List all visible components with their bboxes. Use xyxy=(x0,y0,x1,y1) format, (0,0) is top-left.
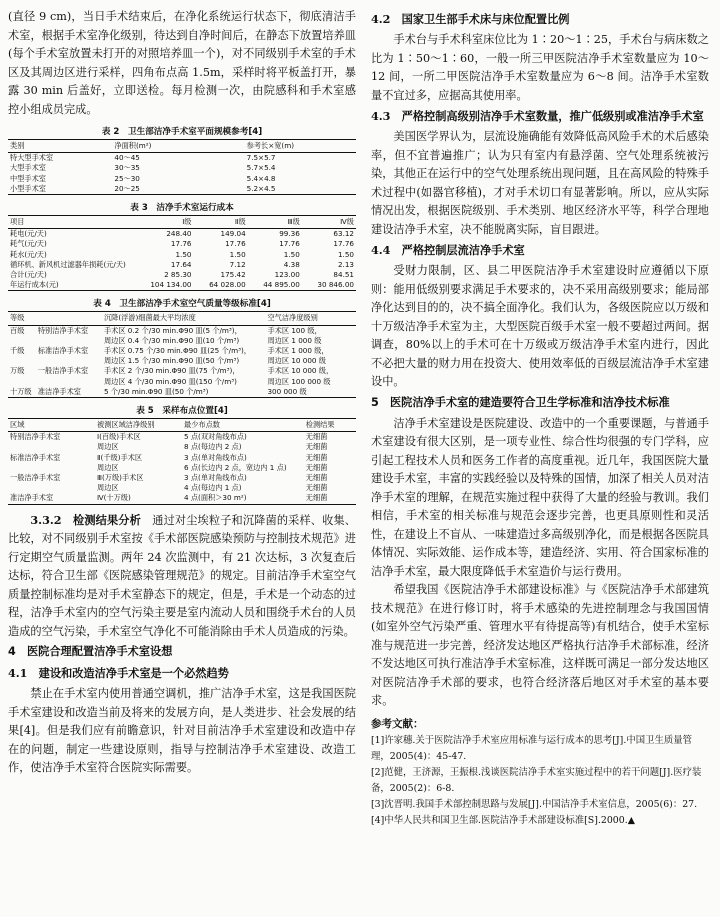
table5-header: 检测结果 xyxy=(305,420,335,430)
table-row xyxy=(8,184,356,195)
table-cell: 手术区 0.75 个/30 min.Φ90 皿(25 个/m³)， 周边区 1.5 个/30 min.Φ90 皿(50 个/m³) xyxy=(103,346,251,366)
reference-text: [4]中华人民共和国卫生部.医院洁净手术部建设标准[S].2000. xyxy=(371,814,628,826)
references-list xyxy=(371,733,709,829)
table-cell: 7.5×5.7 xyxy=(246,153,276,163)
table-cell: 8 点(每边内 2 点) xyxy=(184,442,242,452)
table-cell: Ⅳ(十万级) xyxy=(97,493,131,503)
table-cell: 耗电(元/天) xyxy=(10,229,47,239)
reference-item xyxy=(371,813,709,829)
table-cell: 5.2×4.5 xyxy=(246,183,276,193)
table-cell: 千级 xyxy=(10,346,25,356)
table-cell: 123.00 xyxy=(274,270,300,280)
references-title: 参考文献： xyxy=(371,717,424,730)
section-42-heading: 4.2 国家卫生部手术床与床位配置比例 xyxy=(371,12,570,26)
table-row xyxy=(8,483,356,493)
table-cell: 2.13 xyxy=(337,259,354,269)
table-row xyxy=(8,239,356,249)
section-41-paragraph: 禁止在手术室内使用普通空调机，推广洁净手术室，这是我国医院手术室建设和改造当前及将来的发展方向，是人类进步、社会发展的结果[4]。但是我们应有前瞻意识，针对目前洁净手术室建设和改造中存在的问题，制定一些建设原则，指导与控制洁净手术室建设、改造工作，使洁净手术室符合医院实际需要。 xyxy=(8,687,356,775)
table-cell: 无细菌 xyxy=(305,462,328,472)
table-row xyxy=(8,174,356,184)
section-42-paragraph: 手术台与手术科室床位比为 1∶20～1∶25，手术台与病床数之比为 1∶50～1∶60，一般一所三甲医院洁净手术室数量应为 10～12 间，一所二甲医院洁净手术室数量应为 6～8 间。洁净手术室数量不宜过多，应据高其使用率。 xyxy=(371,33,709,102)
table-cell: 手术区 0.2 个/30 min.Φ90 皿(5 个/m³)， 周边区 0.4 个/30 min.Φ90 皿(10 个/m³) xyxy=(103,325,242,345)
section-332-heading: 3.3.2 检测结果分析 xyxy=(30,512,141,527)
table-cell: 84.51 xyxy=(333,270,354,280)
table-cell: 2 85.30 xyxy=(164,270,192,280)
table5-header: 区域 xyxy=(10,420,25,430)
table-cell: 300 000 级 xyxy=(267,386,307,396)
table-cell: 1.50 xyxy=(283,249,300,259)
table-cell: 63.12 xyxy=(333,229,354,239)
table-cell: 1.50 xyxy=(175,249,192,259)
table5-header: 被测区域洁净级别 xyxy=(97,420,155,430)
table-cell: 248.40 xyxy=(166,229,192,239)
table4-header: 等级 xyxy=(10,313,25,323)
table-row xyxy=(8,163,356,173)
table-cell: 30～35 xyxy=(114,163,140,173)
table4-header: 空气洁净度级别 xyxy=(267,313,318,323)
table-cell: 64 028.00 xyxy=(209,280,246,290)
table-cell: 17.76 xyxy=(225,239,246,249)
table-cell: 周边区 xyxy=(97,462,119,472)
table-cell: 40～45 xyxy=(114,153,140,163)
table-cell: 无细菌 xyxy=(305,493,328,503)
table-cell: 大型手术室 xyxy=(10,163,46,173)
table-cell: 特大型手术室 xyxy=(10,153,54,163)
table-cell: 手术区 2 个/30 min.Φ90 皿(75 个/m³)， 周边区 4 个/30 min.Φ90 皿(150 个/m³) xyxy=(103,366,240,386)
table-cell: 特别洁净手术室 xyxy=(37,325,89,335)
section-44-paragraph: 受财力限制，区、县二甲医院洁净手术室建设时应遵循以下原则：能用低级别要求满足手术要求的，决不采用高级别要求；能局部净化达到目的的，决不搞全面净化。我们认为，各级医院应以万级和十万级洁净手术室为主，大型医院百级手术室一般不要超过两间。据调查，80%以上的手术可在十万级或万级洁净手术室内进行，因此不必把大量的财力用在投资大、使用效率低的百级层流洁净手术室建设中。 xyxy=(371,264,709,388)
table-cell: 17.76 xyxy=(279,239,300,249)
table-row xyxy=(8,325,356,346)
table-cell: 一般洁净手术室 xyxy=(37,366,89,376)
end-mark-icon: ▲ xyxy=(627,814,635,826)
section-4-heading: 4 医院合理配置洁净手术室设想 xyxy=(8,645,173,659)
left-column xyxy=(8,8,356,778)
table-cell: 小型手术室 xyxy=(10,183,46,193)
table-cell: 标准洁净手术室 xyxy=(37,346,89,356)
table-cell xyxy=(8,483,95,493)
table-cell: 一般洁净手术室 xyxy=(10,473,61,483)
reference-item: [3]沈晋明.我国手术部控制思路与发展[J].中国洁净手术室信息，2005(6)：27. xyxy=(371,798,698,810)
table-cell: 无细菌 xyxy=(305,452,328,462)
table-cell: 1.50 xyxy=(337,249,354,259)
section-332-text: 通过对尘埃粒子和沉降菌的采样、收集、比较，对不同级别手术室按《手术部医院感染预防与控制技术规范》进行定期空气质量监测。两年 24 次监测中，有 21 次达标，3 次复查后达标，符合卫生部《医院感染管理规范》的规定。目前洁净手术室空气质量控制标准均是对手术室静态下的规定，但是，手术是一个动态的过程，洁净手术室内的空气污染主要是室内流动人员和围绕手术台的人员造成的空气污染，手术室空气净化不可能消除由手术人员造成的污染。 xyxy=(8,513,356,638)
intro-paragraph: (直径 9 cm)，当日手术结束后，在净化系统运行状态下，彻底清洁手术室，根据手术室净化级别，待达到自净时间后，在静态下放置培养皿(每个手术室放置未打开的对照培养皿一个)，对不同级别手术室的手术区及其周边区进行采样，四角布点高 1.5m，采样时将平板盖打开，暴露 30 min 后盖好，立即送检。每月检测一次，由院感科和手术室感控小组成员完成。 xyxy=(8,10,356,116)
table-cell: 4 点(每边内 1 点) xyxy=(184,483,242,493)
table3 xyxy=(8,215,356,291)
table-cell: 149.04 xyxy=(220,229,246,239)
table-row xyxy=(8,387,356,398)
table-cell: 17.64 xyxy=(170,259,192,269)
table-cell: Ⅱ(千级)手术区 xyxy=(97,452,143,462)
section-43-heading: 4.3 严格控制高级别洁净手术室数量，推广低级别或准洁净手术室 xyxy=(371,109,704,123)
table-cell xyxy=(8,463,95,473)
table5-caption: 表 5 采样布点位置[4] xyxy=(136,406,228,417)
section-332-paragraph xyxy=(8,511,356,642)
table-row xyxy=(8,250,356,260)
table-cell: 175.42 xyxy=(220,270,246,280)
table-cell: 年运行成本(元) xyxy=(10,280,59,290)
table-row xyxy=(8,280,356,291)
table-cell: 百级 xyxy=(10,325,25,335)
reference-item: [1]许家穗.关于医院洁净手术室应用标准与运行成本的思考[J].中国卫生质量管理，2005(4)：45-47. xyxy=(371,734,692,762)
table3-header: Ⅰ级 xyxy=(182,217,192,227)
table-cell: 5.4×4.8 xyxy=(246,173,276,183)
table-cell: 手术区 100 级， 周边区 1 000 级 xyxy=(267,325,322,345)
table-cell: 十万级 xyxy=(10,386,32,396)
table-cell: 17.76 xyxy=(170,239,192,249)
table-cell: 3 点(单对角线布点) xyxy=(184,473,247,483)
table-cell: 无细菌 xyxy=(305,473,328,483)
table-cell: 准洁净手术室 xyxy=(37,386,81,396)
table4-caption: 表 4 卫生部洁净手术室空气质量等级标准[4] xyxy=(93,299,271,310)
table5-header: 最少布点数 xyxy=(184,420,220,430)
table-cell: 循环机、新风机过滤器年损耗(元/天) xyxy=(10,259,126,269)
table-cell: 标准洁净手术室 xyxy=(10,452,61,462)
table-cell: 104 134.00 xyxy=(150,280,192,290)
table-cell: 特别洁净手术室 xyxy=(10,432,61,442)
table-row xyxy=(8,473,356,483)
table2-header: 净面积(m²) xyxy=(114,141,152,150)
table-cell: Ⅰ(百级)手术区 xyxy=(97,432,141,442)
table-cell: 44 895.00 xyxy=(263,280,300,290)
section-5-paragraph-1: 洁净手术室建设是医院建设、改造中的一个重要课题，与普通手术室建设有很大区别，是一项专业性、综合性均很强的专门学科，应引起工程技术人员和医务工作者的高度重视。近几年，我国医院大量建设手术室，丰富的实践经验以及特殊的国情，加深了相关人员对洁净手术室的理解，在规范实施过程中获得了大量的经验与教训。我们相信，手术室的相关标准与规范会逐步完善，也更具原则性和灵活性，在建设上不盲从、一味建造过多高级别净化，而是根据各医院具体情况、实际效能、运作成本等，建造经济、实用、符合国家标准的洁净手术室，最大限度降低手术室造价与运行费用。 xyxy=(371,416,709,578)
table-row xyxy=(8,453,356,463)
table3-header: Ⅱ级 xyxy=(234,217,246,227)
table-row xyxy=(8,442,356,452)
section-5-heading: 5 医院洁净手术室的建造要符合卫生学标准和洁净技术标准 xyxy=(371,395,670,409)
table-cell: 7.12 xyxy=(229,259,246,269)
table-row xyxy=(8,432,356,443)
section-5-paragraph-2: 希望我国《医院洁净手术部建设标准》与《医院洁净手术部建筑技术规范》在进行修订时，将手术感染的先进控制理念与我国国情(如室外空气污染严重、管理水平有待提高等)有机结合，使手术室标准与规范进一步完善，经济发达地区严格执行洁净手术部标准，经济不发达地区可执行准洁净手术室标准，这样既可满足一部分发达地区对医院洁净手术部的要求，也符合经济落后地区对手术室的基本要求。 xyxy=(371,583,709,707)
table4 xyxy=(8,311,356,398)
table-cell: 手术区 10 000 级， 周边区 100 000 级 xyxy=(267,366,334,386)
table-cell: 17.76 xyxy=(333,239,354,249)
table-cell: 耗气(元/天) xyxy=(10,239,47,249)
table-cell: Ⅲ(万级)手术区 xyxy=(97,473,144,483)
section-43-paragraph: 美国医学界认为，层流设施确能有效降低高风险手术的术后感染率，但不宜普遍推广；认为只有室内有悬浮菌、空气处理系统被污染，其他正在运行中的空气处理系统出现问题，且在高风险的特殊手术过程中(如器官移植)，才对手术切口有显著影响。所以，应从实际情况出发，根据医院级别、手术类别、地区经济水平等，科学合理地建设洁净手术室，决不能脱离实际，盲目跟进。 xyxy=(371,130,709,236)
table5 xyxy=(8,418,356,505)
table-cell: 无细菌 xyxy=(305,483,328,493)
table3-header: 项目 xyxy=(10,217,25,227)
table-row xyxy=(8,260,356,270)
table-cell: 25～30 xyxy=(114,173,140,183)
table-row xyxy=(8,346,356,366)
table-cell: 耗水(元/天) xyxy=(10,249,47,259)
table-cell: 周边区 xyxy=(97,442,119,452)
reference-item: [2]范健，王济源，王振根.浅谈医院洁净手术室实施过程中的若干问题[J].医疗装备，2005(2)：6-8. xyxy=(371,766,702,794)
table-cell: 5 点(双对角线布点) xyxy=(184,432,247,442)
right-column xyxy=(371,8,709,829)
table2-caption: 表 2 卫生部洁净手术室平面规模参考[4] xyxy=(101,127,263,137)
table-cell: 手术区 1 000 级， 周边区 10 000 级 xyxy=(267,346,329,366)
table-cell: 30 846.00 xyxy=(317,280,354,290)
table-cell: 周边区 xyxy=(97,483,119,493)
table-cell: 准洁净手术室 xyxy=(10,493,54,503)
table4-header: 沉降(浮游)细菌最大平均浓度 xyxy=(103,313,196,323)
table-cell: 20～25 xyxy=(114,183,140,193)
table3-header: Ⅲ级 xyxy=(287,217,300,227)
section-44-heading: 4.4 严格控制层流洁净手术室 xyxy=(371,243,525,257)
table-row xyxy=(8,153,356,164)
table-cell: 合计(元/天) xyxy=(10,270,47,280)
table2-header: 参考长×宽(m) xyxy=(246,141,295,150)
table-cell: 无细菌 xyxy=(305,432,328,442)
table-row xyxy=(8,463,356,473)
table-cell: 4 点(面积＞30 m²) xyxy=(184,493,247,503)
table-row xyxy=(8,270,356,280)
table-cell: 3 点(单对角线布点) xyxy=(184,452,247,462)
table-cell: 5 个/30 min.Φ90 皿(50 个/m³) xyxy=(103,386,209,396)
table3-caption: 表 3 洁净手术室运行成本 xyxy=(130,203,234,214)
table-cell: 1.50 xyxy=(229,249,246,259)
table-cell: 无细菌 xyxy=(305,442,328,452)
table-row xyxy=(8,493,356,504)
table-row xyxy=(8,229,356,240)
table-cell: 5.7×5.4 xyxy=(246,163,276,173)
table2-header: 类别 xyxy=(10,141,25,150)
table-cell: 万级 xyxy=(10,366,25,376)
table2 xyxy=(8,139,356,195)
table-cell: 99.36 xyxy=(279,229,300,239)
table-row xyxy=(8,366,356,386)
section-41-heading: 4.1 建设和改造洁净手术室是一个必然趋势 xyxy=(8,666,229,681)
table4-header xyxy=(36,312,102,325)
table3-header: Ⅳ级 xyxy=(340,217,354,227)
table-cell: 4.38 xyxy=(283,259,300,269)
table-cell: 中型手术室 xyxy=(10,173,46,183)
table-cell: 6 点(长边内 2 点，宽边内 1 点) xyxy=(184,462,287,472)
table-cell xyxy=(8,442,95,452)
